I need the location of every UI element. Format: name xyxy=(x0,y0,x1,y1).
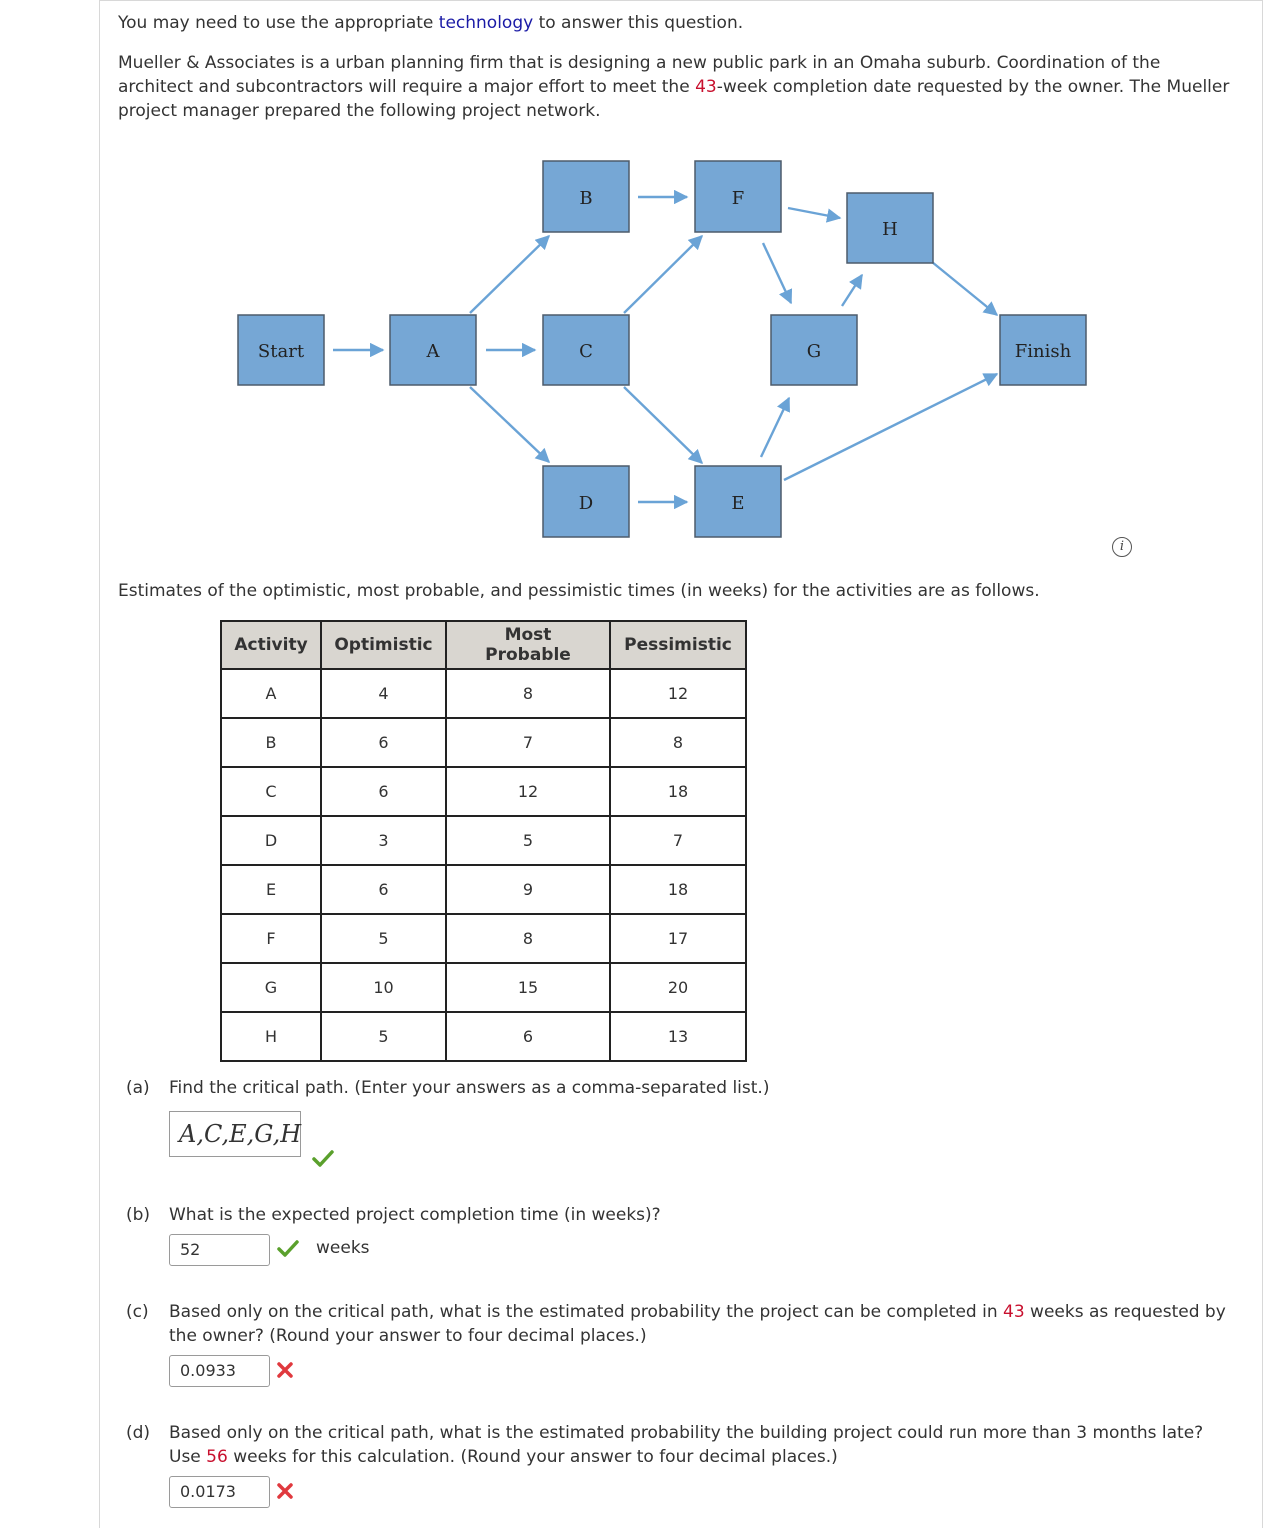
svg-text:F: F xyxy=(731,188,745,209)
table-cell: 12 xyxy=(610,669,746,718)
part-b-question: What is the expected project completion time (in weeks)? xyxy=(169,1205,661,1225)
table-cell: 18 xyxy=(610,767,746,816)
table-cell: 8 xyxy=(446,914,610,963)
node-finish xyxy=(1000,315,1086,385)
edge-a-d xyxy=(470,387,549,462)
table-cell: B xyxy=(221,718,321,767)
edge-h-finish xyxy=(932,262,997,315)
header-optimistic: Optimistic xyxy=(321,621,446,669)
svg-text:E: E xyxy=(731,493,745,514)
table-cell: 13 xyxy=(610,1012,746,1061)
probability-late-input[interactable]: 0.0173 xyxy=(169,1476,270,1508)
edge-a-b xyxy=(470,236,549,313)
svg-text:Start: Start xyxy=(257,341,305,362)
table-row xyxy=(221,914,746,963)
edge-e-g xyxy=(761,398,789,457)
check-icon xyxy=(312,1150,334,1168)
table-row xyxy=(221,963,746,1012)
table-cell: 5 xyxy=(446,816,610,865)
table-cell: 5 xyxy=(321,1012,446,1061)
part-c-question-line2: the owner? (Round your answer to four decimal places.) xyxy=(169,1326,647,1346)
table-cell: 8 xyxy=(610,718,746,767)
cross-icon xyxy=(276,1482,294,1500)
table-cell: 7 xyxy=(610,816,746,865)
table-row xyxy=(221,1012,746,1061)
probability-43-input[interactable]: 0.0933 xyxy=(169,1355,270,1387)
table-cell: 12 xyxy=(446,767,610,816)
table-cell: 4 xyxy=(321,669,446,718)
info-icon[interactable]: i xyxy=(1112,537,1132,557)
node-h xyxy=(847,193,933,263)
critical-path-answer[interactable]: A,C,E,G,H xyxy=(169,1111,301,1157)
node-f xyxy=(695,161,781,232)
node-g xyxy=(771,315,857,385)
table-row xyxy=(221,816,746,865)
problem-text-line3: project manager prepared the following project network. xyxy=(118,101,601,121)
estimates-table xyxy=(220,620,747,1062)
table-cell: D xyxy=(221,816,321,865)
part-a-question: Find the critical path. (Enter your answers as a comma-separated list.) xyxy=(169,1078,770,1098)
part-d-question-line1: Based only on the critical path, what is the estimated probability the building project could run more than 3 months late? xyxy=(169,1423,1204,1443)
node-d xyxy=(543,466,629,537)
table-cell: 3 xyxy=(321,816,446,865)
table-cell: 9 xyxy=(446,865,610,914)
svg-text:G: G xyxy=(806,341,822,362)
table-cell: C xyxy=(221,767,321,816)
table-row xyxy=(221,767,746,816)
table-cell: 18 xyxy=(610,865,746,914)
table-cell: 10 xyxy=(321,963,446,1012)
table-cell: 7 xyxy=(446,718,610,767)
table-cell: H xyxy=(221,1012,321,1061)
node-start xyxy=(238,315,324,385)
estimates-intro: Estimates of the optimistic, most probable, and pessimistic times (in weeks) for the activities are as follows. xyxy=(118,581,1040,601)
tech-note: You may need to use the appropriate technology to answer this question. xyxy=(118,13,744,33)
edge-f-g xyxy=(763,243,791,303)
svg-text:H: H xyxy=(882,219,898,240)
completion-time-input[interactable]: 52 xyxy=(169,1234,270,1266)
svg-text:Finish: Finish xyxy=(1014,341,1072,362)
technology-link[interactable]: technology xyxy=(438,13,534,33)
cross-icon xyxy=(276,1361,294,1379)
svg-text:C: C xyxy=(579,341,593,362)
table-cell: 6 xyxy=(321,767,446,816)
table-cell: 8 xyxy=(446,669,610,718)
node-b xyxy=(543,161,629,232)
table-cell: F xyxy=(221,914,321,963)
problem-text-line1: Mueller & Associates is a urban planning firm that is designing a new public park in an Omaha suburb. Coordination of the xyxy=(118,53,1161,73)
table-cell: E xyxy=(221,865,321,914)
header-pessimistic: Pessimistic xyxy=(610,621,746,669)
project-network-diagram xyxy=(0,0,1284,560)
part-c-question-line1: Based only on the critical path, what is the estimated probability the project can be completed in 43 weeks as requested by xyxy=(169,1302,1226,1322)
table-cell: G xyxy=(221,963,321,1012)
weeks-unit-label: weeks xyxy=(316,1238,370,1258)
table-row xyxy=(221,669,746,718)
edge-e-finish xyxy=(784,374,997,480)
problem-text-line2: architect and subcontractors will require a major effort to meet the 43-week completion date requested by the owner. The Mueller xyxy=(118,77,1230,97)
edge-f-h xyxy=(788,208,840,218)
part-b-label: (b) xyxy=(126,1205,151,1225)
table-cell: A xyxy=(221,669,321,718)
table-cell: 15 xyxy=(446,963,610,1012)
edge-g-h xyxy=(842,275,862,306)
table-cell: 6 xyxy=(446,1012,610,1061)
part-d-question-line2: Use 56 weeks for this calculation. (Round your answer to four decimal places.) xyxy=(169,1447,838,1467)
part-c-label: (c) xyxy=(126,1302,149,1322)
table-cell: 20 xyxy=(610,963,746,1012)
table-cell: 6 xyxy=(321,718,446,767)
part-a-label: (a) xyxy=(126,1078,150,1098)
svg-text:A: A xyxy=(426,341,440,362)
node-c xyxy=(543,315,629,385)
table-header-row xyxy=(221,621,746,669)
table-cell: 6 xyxy=(321,865,446,914)
node-a xyxy=(390,315,476,385)
table-cell: 17 xyxy=(610,914,746,963)
table-row xyxy=(221,718,746,767)
table-row xyxy=(221,865,746,914)
node-e xyxy=(695,466,781,537)
edge-c-e xyxy=(624,387,702,463)
header-most-probable: Most Probable xyxy=(446,621,610,669)
edge-c-f xyxy=(624,236,702,313)
header-activity: Activity xyxy=(221,621,321,669)
svg-text:D: D xyxy=(578,493,594,514)
part-d-label: (d) xyxy=(126,1423,151,1443)
table-cell: 5 xyxy=(321,914,446,963)
check-icon xyxy=(277,1240,299,1258)
svg-text:B: B xyxy=(579,188,593,209)
